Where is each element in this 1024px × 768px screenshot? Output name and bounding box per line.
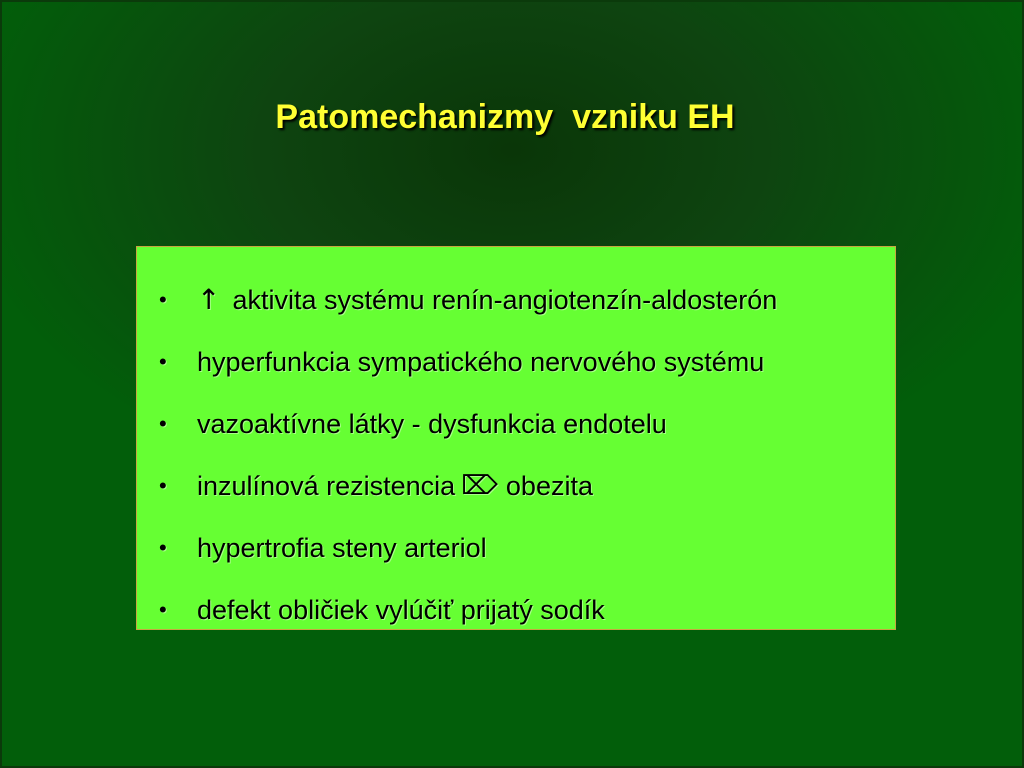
bullet-icon: • — [159, 287, 167, 312]
bullet-icon: • — [159, 597, 167, 622]
up-arrow-icon: ↑ — [197, 283, 221, 316]
list-item — [157, 579, 887, 641]
list-item — [157, 393, 887, 455]
list-item-text: hypertrofia steny arteriol — [197, 532, 487, 563]
list-item-text: vazoaktívne látky - dysfunkcia endotelu — [197, 408, 667, 439]
crossed-arrow-box-icon: ⌦ — [461, 471, 498, 501]
list-item — [157, 331, 887, 393]
bullet-icon: • — [159, 349, 167, 374]
slide-title: Patomechanizmy vzniku EH — [275, 98, 735, 136]
list-item — [157, 517, 887, 579]
list-item — [157, 269, 887, 331]
list-item-text: aktivita systému renín-angiotenzín-aldosterón — [232, 284, 778, 315]
content-box — [136, 246, 896, 630]
list-item-text: defekt obličiek vylúčiť prijatý sodík — [197, 594, 605, 625]
bullet-icon: • — [159, 411, 167, 436]
list-item — [157, 455, 887, 517]
list-item-text: inzulínová rezistencia — [197, 470, 456, 501]
bullet-icon: • — [159, 473, 167, 498]
list-item-text: obezita — [505, 470, 593, 501]
bullet-list — [157, 269, 887, 641]
list-item-text: hyperfunkcia sympatického nervového systému — [197, 346, 765, 377]
bullet-icon: • — [159, 535, 167, 560]
